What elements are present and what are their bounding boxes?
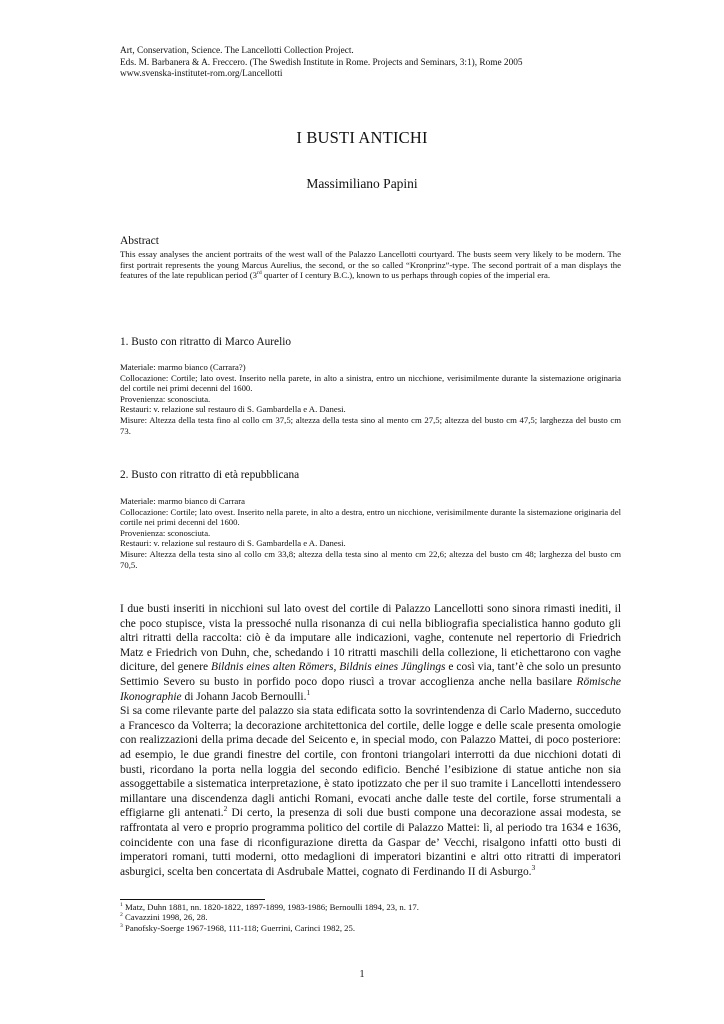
header-line-collection: Art, Conservation, Science. The Lancellotti Collection Project. — [120, 46, 354, 56]
section2-misure: Misure: Altezza della testa sino al collo cm 33,8; altezza della testa sino al mento cm 22,6; altezza del busto cm 48; larghezza del busto cm 70,5. — [120, 548, 621, 570]
footnote-2-number: 2 — [120, 912, 123, 919]
p1-text-a: I due busti inseriti in nicchioni sul lato ovest del cortile di Palazzo Lancellotti sono sinora rimasti inediti, il che poco stupisce, vista la pressoché nulla risonanza di cui nella bibliografia specialistica hanno goduto gli altri ritratti della raccolta: ciò è da imputare alle indicazioni, vaghe, contenute nel repertorio di Friedrich Matz e Friedrich von Duhn, che, schedando i 10 ritratti maschili della collezione, li etichettarono con vaghe diciture, del genere — [120, 603, 621, 674]
section2-restauri: Restauri: v. relazione sul restauro di S. Gambardella e A. Danesi. — [120, 538, 346, 549]
p1-text-b: e così via, tant’è che solo un presunto Settimio Severo su busto in porfido poco dopo riuscì a trovar accoglienza anche nella basilare — [120, 661, 622, 688]
footnote-2 — [120, 912, 621, 922]
p2-text-a: Si sa come rilevante parte del palazzo sia stata edificata sotto la sovrintendenza di Carlo Maderno, succeduto a Francesco da Volterra; la decorazione architettonica del cortile, delle logge e delle scale presenta omologie con realizzazioni della prima decade del Seicento e, in special modo, con Palazzo Mattei, di poco posteriore: ad esempio, le due grandi finestre del cortile, con frontoni triangolari interrotti da due nicchioni dotati di busti, ricordano la porta nella loggia del secondo edificio. Benché l’esibizione di statue antiche non sia assoggettabile a sistematica interpretazione, è stato ipotizzato che per il suo tramite i Lancellotti intendessero millantare una discendenza dagli antichi Romani, evocati anche dalle teste del cortile, forse strumentali a effigiarne gli antenati. — [120, 705, 621, 820]
section1-metadata — [120, 362, 621, 436]
section2-materiale: Materiale: marmo bianco di Carrara — [120, 496, 245, 506]
paper-author: Massimiliano Papini — [306, 176, 418, 191]
paper-title: I BUSTI ANTICHI — [296, 128, 428, 147]
section1-provenienza: Provenienza: sconosciuta. — [120, 393, 211, 404]
footnote-1 — [120, 902, 621, 912]
section1-collocazione: Collocazione: Cortile; lato ovest. Inserito nella parete, in alto a sinistra, entro un nicchione, verisimilmente durante la sistemazione originaria del cortile nei primi decenni del 1600. — [120, 372, 621, 394]
p1-italic-ikonographie: Römische Ikonographie — [120, 675, 621, 703]
section1-heading: 1. Busto con ritratto di Marco Aurelio — [120, 336, 291, 348]
header-line-url: www.svenska-institutet-rom.org/Lancellotti — [120, 69, 283, 79]
body-paragraph-1 — [120, 602, 621, 704]
body-paragraph-2 — [120, 704, 621, 879]
footnote-3-number: 3 — [120, 922, 123, 929]
publication-header — [120, 46, 523, 81]
p2-text-b: Di certo, la presenza di soli due busti compone una decorazione assai modesta, se raffrontata al vero e proprio programma politico del cortile di Palazzo Mattei: lì, al periodo tra 1634 e 1636, coincidente con una fase di riconfigurazione diretta da Gaspar de’ Vecchi, risalgono infatti otto busti di imperatori romani, tutti moderni, otto medaglioni di imperatori bizantini e altri otto ritratti di imperatori asburgici, scelta ben concertata di Asdrubale Mattei, cognato di Ferdinando II di Asburgo. — [120, 807, 621, 878]
section2-metadata — [120, 496, 621, 570]
p1-text-c: di Johann Jacob Bernoulli. — [181, 690, 307, 703]
footnote-ref-3[interactable]: 3 — [531, 862, 536, 872]
footnotes — [120, 902, 621, 933]
abstract-ordinal-sup: rd — [257, 270, 262, 277]
footnote-ref-1[interactable]: 1 — [306, 687, 311, 697]
section1-materiale: Materiale: marmo bianco (Carrara?) — [120, 362, 246, 372]
footnote-ref-2[interactable]: 2 — [223, 804, 228, 814]
page-number: 1 — [359, 969, 365, 980]
abstract-text-b: quarter of I century B.C.), known to us perhaps through copies of the imperial era. — [261, 270, 551, 281]
header-line-editors: Eds. M. Barbanera & A. Freccero. (The Swedish Institute in Rome. Projects and Seminars, 3:1), Rome 2005 — [120, 57, 523, 68]
section1-restauri: Restauri: v. relazione sul restauro di S. Gambardella e A. Danesi. — [120, 404, 346, 415]
abstract-heading: Abstract — [120, 235, 159, 247]
footnote-divider — [120, 899, 265, 900]
footnote-1-number: 1 — [120, 902, 123, 909]
abstract-text-a: This essay analyses the ancient portraits of the west wall of the Palazzo Lancellotti courtyard. The busts seem very likely to be modern. The first portrait represents the young Marcus Aurelius, the second, or the so called “Kronprinz”-type. The second portrait of a man displays the features of the late republican period (3 — [120, 249, 621, 281]
body-text — [120, 602, 621, 879]
section1-misure: Misure: Altezza della testa fino al collo cm 37,5; altezza della testa sino al mento cm 27,5; altezza del busto cm 47,5; larghezza del busto cm 73. — [120, 414, 621, 436]
section2-heading: 2. Busto con ritratto di età repubblicana — [120, 469, 300, 481]
footnote-1-text: Matz, Duhn 1881, nn. 1820-1822, 1897-1899, 1983-1986; Bernoulli 1894, 23, n. 17. — [122, 902, 419, 912]
footnote-2-text: Cavazzini 1998, 26, 28. — [122, 912, 208, 923]
section2-collocazione: Collocazione: Cortile; lato ovest. Inserito nella parete, in alto a destra, entro un nicchione, verisimilmente durante la sistemazione originaria del cortile nei primi decenni del 1600. — [120, 506, 621, 528]
section2-provenienza: Provenienza: sconosciuta. — [120, 527, 211, 538]
abstract-text — [120, 249, 621, 281]
footnote-3-text: Panofsky-Soerge 1967-1968, 111-118; Guerrini, Carinci 1982, 25. — [122, 922, 356, 933]
footnote-3 — [120, 923, 621, 933]
p1-italic-titles: Bildnis eines alten Römers, Bildnis eines Jünglings — [211, 661, 446, 674]
